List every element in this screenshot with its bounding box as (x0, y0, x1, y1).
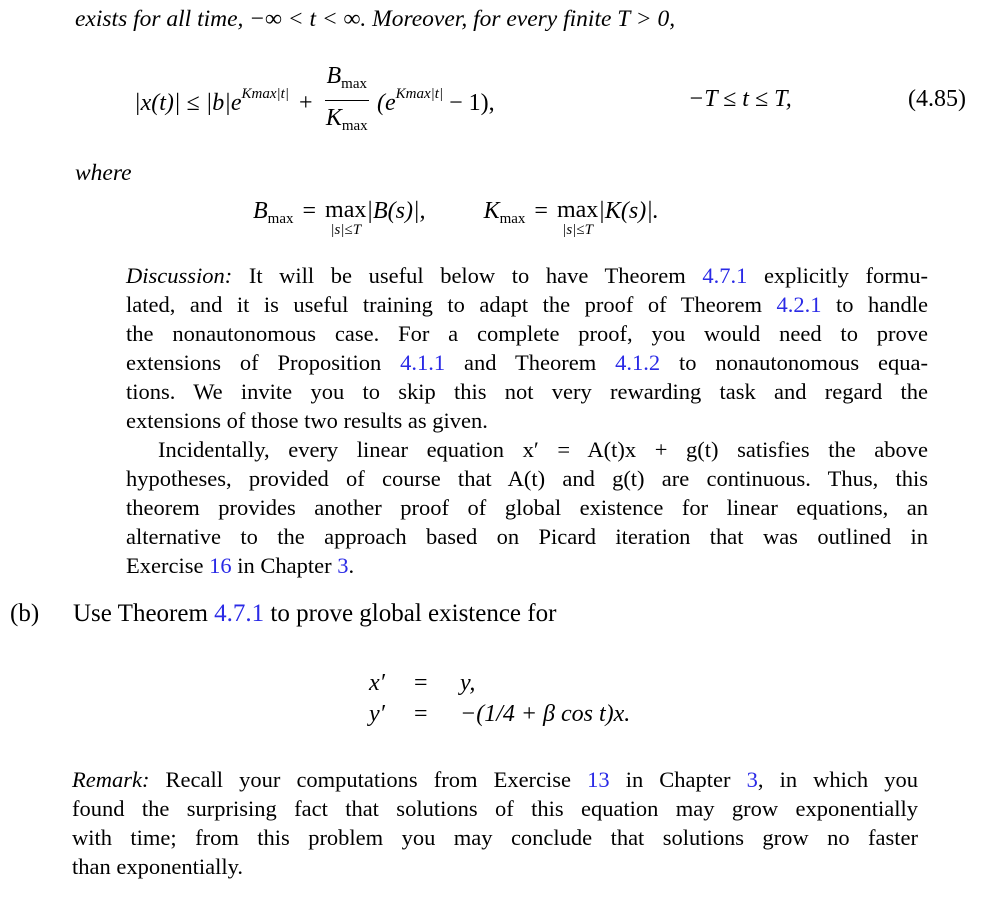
kmax-rhs: |K(s)|. (598, 198, 659, 224)
ref-theorem-4-2-1[interactable]: 4.2.1 (776, 292, 822, 317)
frac-numerator: B (326, 63, 342, 89)
system-row1-eq: = (414, 670, 428, 696)
text: to nonautonomous equa- (660, 350, 928, 375)
system-row2-rhs: −(1/4 + β cos t)x. (460, 701, 631, 727)
bmax-max-operator (325, 198, 366, 238)
frac-denominator: K (325, 105, 342, 131)
remark-paragraph (72, 765, 918, 881)
part-b-label: (b) (10, 600, 40, 627)
system-row1-lhs: x′ (369, 670, 385, 696)
eq-plus: + (298, 90, 313, 116)
p2-line-5 (126, 551, 928, 580)
p2-line-2: hypotheses, provided of course that A(t) and g(t) are continuous. Thus, this (126, 466, 928, 491)
discussion-line-4 (126, 348, 928, 377)
text: . (348, 553, 355, 578)
max-text: max (325, 197, 367, 223)
discussion-label: Discussion: (126, 263, 233, 288)
discussion-line-6: extensions of those two results as given. (126, 408, 488, 433)
eq-paren-open: (e (377, 90, 396, 116)
ref-proposition-4-1-1[interactable]: 4.1.1 (400, 350, 446, 375)
part-b-text (73, 600, 556, 628)
frac-numerator-sub: max (341, 76, 367, 92)
kmax-symbol: K (483, 198, 500, 224)
eq-paren-close: − 1), (443, 90, 495, 116)
ref-exercise-13[interactable]: 13 (587, 767, 610, 792)
system-row1-rhs: y, (460, 670, 476, 696)
discussion-paragraph (126, 261, 928, 435)
remark-line-4: than exponentially. (72, 854, 243, 879)
bmax-symbol: B (253, 198, 268, 224)
system-row2-eq: = (414, 701, 428, 727)
bmax-rhs: |B(s)|, (366, 198, 426, 224)
ref-chapter-3-remark[interactable]: 3 (746, 767, 758, 792)
ref-exercise-16[interactable]: 16 (209, 553, 232, 578)
text: and Theorem (445, 350, 616, 375)
text: Use Theorem (73, 600, 215, 627)
discussion-line-5: tions. We invite you to skip this not very rewarding task and regard the (126, 379, 928, 404)
eq-lhs: |x(t)| ≤ |b|e (134, 90, 242, 116)
p2-line-3: theorem provides another proof of global existence for linear equations, an (126, 495, 928, 520)
ref-theorem-4-7-1-b[interactable]: 4.7.1 (214, 600, 265, 627)
bmax-equals: = (302, 198, 317, 224)
intro-text: exists for all time, −∞ < t < ∞. Moreover, for every finite T > 0, (75, 6, 676, 32)
eq-range: −T ≤ t ≤ T, (688, 86, 792, 112)
ref-theorem-4-7-1[interactable]: 4.7.1 (702, 263, 748, 288)
system-row2-lhs: y′ (369, 701, 385, 727)
intro-line (75, 6, 675, 33)
p2-line-4: alternative to the approach based on Picard iteration that was outlined in (126, 524, 928, 549)
text: It will be useful below to have Theorem (232, 263, 703, 288)
where-label: where (75, 160, 132, 186)
discussion-line-1 (126, 261, 928, 290)
discussion-line-2 (126, 290, 928, 319)
frac-denominator-sub: max (341, 118, 368, 134)
text: lated, and it is useful training to adapt the proof of Theorem (126, 292, 777, 317)
definitions-line (253, 198, 659, 238)
eq-fraction (325, 62, 370, 141)
kmax-sub: max (499, 211, 526, 227)
eq-exponent-1: Kmax|t| (241, 86, 289, 102)
text: Recall your computations from Exercise (149, 767, 588, 792)
p2-line-1: Incidentally, every linear equation x′ = A(t)x + g(t) satisfies the above (158, 437, 928, 462)
bmax-limit: |s|≤T (330, 222, 362, 238)
ref-chapter-3[interactable]: 3 (337, 553, 349, 578)
max-text: max (556, 197, 599, 223)
ref-theorem-4-1-2[interactable]: 4.1.2 (615, 350, 661, 375)
kmax-max-operator (557, 198, 598, 238)
equation-4-85 (134, 62, 495, 142)
text: to prove global existence for (264, 600, 557, 627)
eq-number: (4.85) (908, 86, 966, 112)
text: Exercise (126, 553, 210, 578)
kmax-equals: = (534, 198, 548, 224)
discussion-line-3: the nonautonomous case. For a complete proof, you would need to prove (126, 321, 928, 346)
text: to handle (821, 292, 929, 317)
remark-line-1 (72, 765, 918, 794)
bmax-sub: max (267, 211, 294, 227)
discussion-paragraph-2 (126, 435, 928, 580)
kmax-limit: |s|≤T (562, 222, 593, 238)
remark-line-3: with time; from this problem you may conclude that solutions grow no faster (72, 825, 918, 850)
remark-line-2: found the surprising fact that solutions of this equation may grow exponentially (72, 796, 918, 821)
remark-label: Remark: (72, 767, 150, 792)
text: in Chapter (231, 553, 338, 578)
text: in Chapter (609, 767, 747, 792)
text: , in which you (757, 767, 918, 792)
text: explicitly formu- (747, 263, 928, 288)
eq-exponent-2: Kmax|t| (395, 86, 444, 102)
text: extensions of Proposition (126, 350, 401, 375)
